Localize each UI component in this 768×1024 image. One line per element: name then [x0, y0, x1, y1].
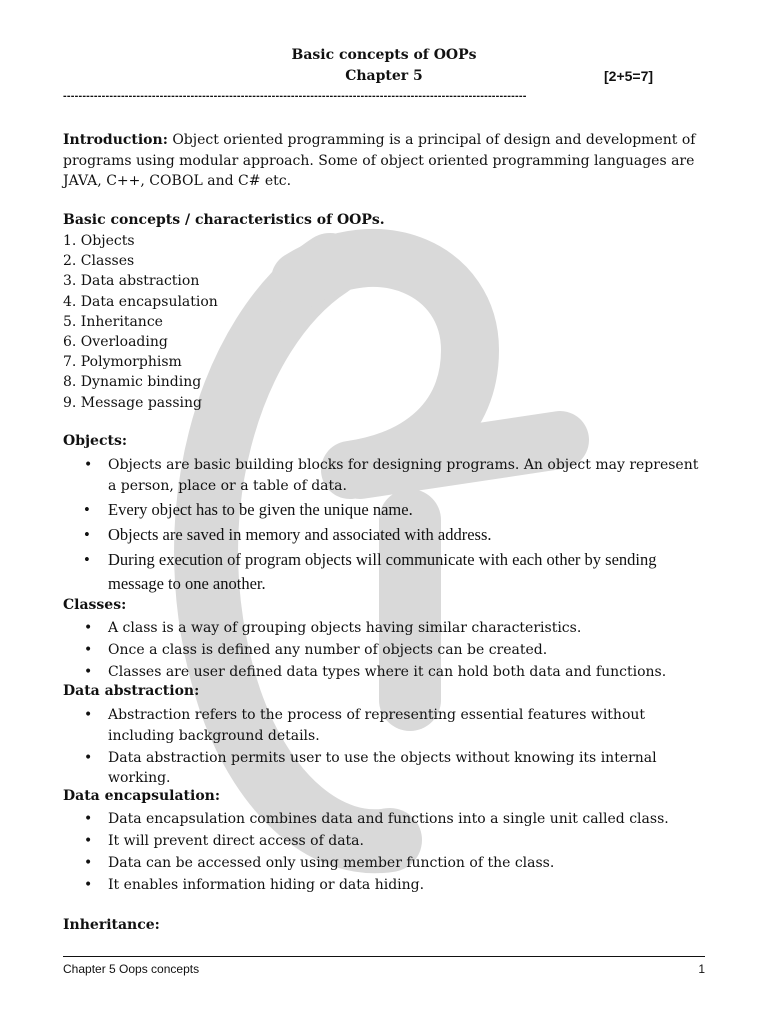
- list-item: 9. Message passing: [63, 394, 202, 411]
- bullet-icon: •: [84, 664, 93, 680]
- concepts-list: [63, 231, 218, 413]
- list-item: • Data abstraction permits user to use the objects without knowing its internal working.: [84, 749, 657, 786]
- bullet-icon: •: [84, 833, 93, 849]
- list-item: • It enables information hiding or data hiding.: [63, 875, 705, 896]
- encapsulation-bullet-list: [63, 809, 705, 897]
- bullet-icon: •: [84, 707, 93, 723]
- abstraction-bullet-list: [63, 705, 705, 790]
- list-item: • Once a class is defined any number of objects can be created.: [63, 640, 705, 661]
- marks-label: [2+5=7]: [604, 68, 654, 84]
- abstraction-heading: Data abstraction:: [63, 683, 200, 699]
- bullet-icon: •: [84, 457, 93, 473]
- list-item: • Classes are user defined data types where it can hold both data and functions.: [63, 662, 705, 683]
- list-item: 8. Dynamic binding: [63, 374, 202, 391]
- objects-heading: Objects:: [63, 433, 127, 449]
- bullet-icon: •: [84, 877, 93, 893]
- list-item: 2. Classes: [63, 253, 135, 270]
- classes-heading: Classes:: [63, 597, 127, 613]
- bullet-icon: •: [84, 524, 90, 544]
- list-item: 4. Data encapsulation: [63, 293, 218, 310]
- list-item: • Objects are basic building blocks for designing programs. An object may represent a person, place or a table of data.: [84, 457, 699, 494]
- list-item: • It will prevent direct access of data.: [63, 831, 705, 852]
- introduction-text: Object oriented programming is a principal of design and development of programs using modular approach. Some of object oriented programming languages are JAVA, C++, COBOL and C# etc.: [63, 132, 696, 189]
- header-separator: ------------------------------------------------------------------------------------------------------------------------: [63, 90, 527, 102]
- list-item: • Data can be accessed only using member function of the class.: [63, 853, 705, 874]
- encapsulation-heading: Data encapsulation:: [63, 788, 221, 804]
- introduction-label: Introduction:: [63, 132, 168, 148]
- document-title: Basic concepts of OOPs: [291, 47, 477, 63]
- bullet-icon: •: [84, 749, 93, 766]
- list-item: • Abstraction refers to the process of representing essential features without including background details.: [84, 707, 646, 744]
- bullet-icon: •: [84, 549, 90, 569]
- footer-chapter-label: Chapter 5 Oops concepts: [63, 962, 200, 976]
- list-item: 7. Polymorphism: [63, 354, 182, 371]
- introduction-paragraph: [63, 130, 705, 192]
- list-item: 6. Overloading: [63, 334, 168, 351]
- objects-bullet-list: [63, 455, 705, 597]
- bullet-icon: •: [84, 620, 93, 636]
- list-item: • During execution of program objects will communicate with each other by sending message to one another.: [84, 549, 657, 593]
- list-item: 1. Objects: [63, 233, 135, 249]
- list-item: • Every object has to be given the unique name.: [63, 498, 705, 522]
- bullet-icon: •: [84, 642, 93, 658]
- list-item: 3. Data abstraction: [63, 273, 200, 290]
- inheritance-heading: Inheritance:: [63, 917, 160, 933]
- list-item: • Objects are saved in memory and associated with address.: [63, 523, 705, 547]
- bullet-icon: •: [84, 855, 93, 871]
- page-number: 1: [698, 962, 705, 976]
- list-item: • Data encapsulation combines data and functions into a single unit called class.: [63, 809, 705, 830]
- classes-bullet-list: [63, 618, 705, 684]
- list-item: • A class is a way of grouping objects having similar characteristics.: [63, 618, 705, 639]
- concepts-heading: Basic concepts / characteristics of OOPs.: [63, 212, 385, 228]
- chapter-label: Chapter 5: [345, 68, 423, 84]
- bullet-icon: •: [84, 811, 93, 827]
- bullet-icon: •: [84, 499, 90, 519]
- list-item: 5. Inheritance: [63, 313, 163, 330]
- watermark-r-bowl: [300, 258, 470, 470]
- footer-rule: [63, 956, 705, 957]
